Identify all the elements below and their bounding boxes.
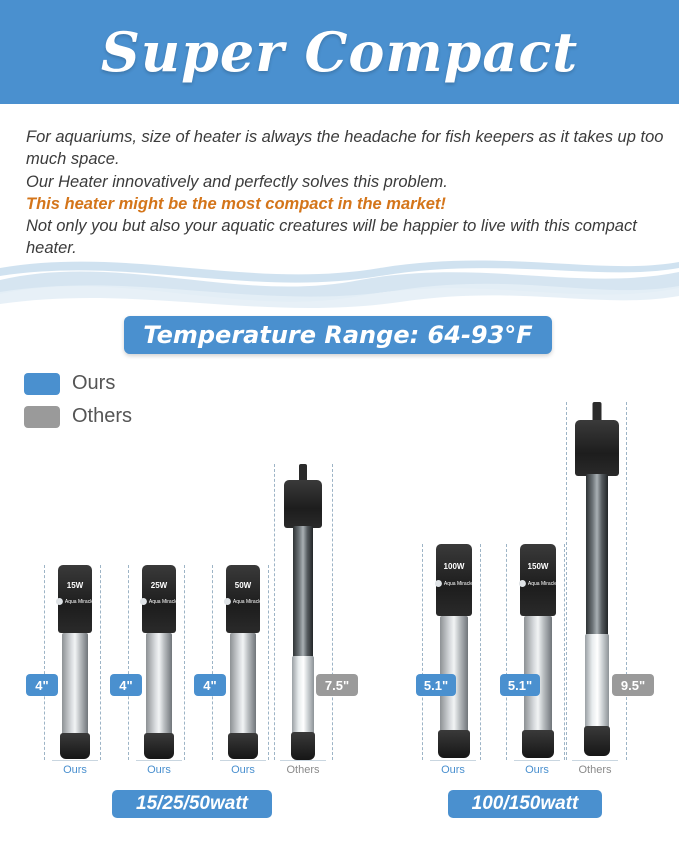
dim-line-others-large-right (626, 402, 627, 760)
heater-15w-cap (58, 565, 95, 633)
baseline-100w (430, 760, 476, 761)
heater-100w (436, 544, 472, 760)
dim-line-150w-left (506, 544, 507, 760)
heater-25w-tube (146, 633, 172, 737)
size-tag-15w: 4" (26, 674, 58, 696)
heater-50w-foot (228, 733, 258, 759)
brand-logo-icon (519, 580, 526, 587)
heater-15w-foot (60, 733, 90, 759)
dim-line-15w-left (44, 565, 45, 760)
heater-150w-cap (520, 544, 556, 616)
legend-swatch-ours (24, 373, 60, 395)
baseline-others-small (280, 760, 326, 761)
dim-line-others-small-right (332, 464, 333, 760)
size-tag-25w: 4" (110, 674, 142, 696)
baseline-150w (514, 760, 560, 761)
size-tag-100w: 5.1" (416, 674, 456, 696)
heater-others-large-cap (575, 420, 619, 476)
owner-label-15w: Ours (63, 764, 87, 776)
intro-line-4: Not only you but also your aquatic creatures will be happier to live with this compact heater. (26, 217, 637, 258)
owner-label-others-large: Others (578, 764, 612, 776)
page-header (0, 0, 679, 104)
heater-25w-foot (144, 733, 174, 759)
heater-50w-wattage-label: 50W (234, 581, 252, 590)
heater-50w-cap (226, 565, 263, 633)
dim-line-others-small-left (274, 464, 275, 760)
legend-label-others: Others (72, 405, 133, 427)
heater-100w-cap (436, 544, 472, 616)
legend-item-ours (24, 372, 132, 395)
heater-15w-tube (62, 633, 88, 737)
wave-decoration (0, 246, 679, 316)
heater-others-large-foot (584, 726, 610, 756)
intro-line-2: Our Heater innovatively and perfectly solves this problem. (26, 172, 448, 191)
heater-25w-wattage-label: 25W (150, 581, 168, 590)
heater-25w-cap (142, 565, 179, 633)
heater-100w-foot (438, 730, 470, 758)
heater-150w-wattage-label: 150W (527, 562, 549, 571)
heater-others-small-foot (291, 732, 315, 760)
dim-line-25w-left (128, 565, 129, 760)
intro-line-1: For aquariums, size of heater is always the headache for fish keepers as it takes up too much space. (26, 128, 664, 169)
brand-logo-icon (224, 598, 231, 605)
page-title: Super Compact (100, 20, 579, 84)
heater-others-small-cap (284, 480, 322, 528)
dim-line-15w-right (100, 565, 101, 760)
dim-line-100w-right (480, 544, 481, 760)
heater-others-large-stub (593, 402, 602, 422)
intro-text-block (26, 126, 666, 260)
heater-100w-wattage-label: 100W (443, 562, 465, 571)
heater-50w-brand: Aqua Miracle (224, 598, 262, 605)
heater-others-large-tube-dark (586, 474, 608, 636)
group-tag-right: 100/150watt (448, 790, 602, 818)
heater-150w-brand: Aqua Miracle (519, 580, 557, 587)
heater-15w (58, 565, 95, 760)
owner-label-others-small: Others (286, 764, 320, 776)
heater-25w (142, 565, 179, 760)
size-tag-others-large: 9.5" (612, 674, 654, 696)
size-tag-50w: 4" (194, 674, 226, 696)
dim-line-50w-right (268, 565, 269, 760)
intro-highlight: This heater might be the most compact in the market! (26, 194, 446, 213)
heater-150w (520, 544, 556, 760)
heater-others-large-tube-clear (585, 634, 609, 730)
heater-100w-brand: Aqua Miracle (435, 580, 473, 587)
brand-logo-icon (435, 580, 442, 587)
baseline-25w (136, 760, 182, 761)
dim-line-100w-left (422, 544, 423, 760)
baseline-others-large (572, 760, 618, 761)
size-tag-150w: 5.1" (500, 674, 540, 696)
heater-15w-wattage-label: 15W (66, 581, 84, 590)
owner-label-100w: Ours (441, 764, 465, 776)
group-tag-left: 15/25/50watt (112, 790, 272, 818)
owner-label-50w: Ours (231, 764, 255, 776)
baseline-50w (220, 760, 266, 761)
heater-others-large (575, 402, 619, 760)
dim-line-25w-right (184, 565, 185, 760)
brand-logo-icon (140, 598, 147, 605)
owner-label-150w: Ours (525, 764, 549, 776)
dim-line-150w-right (564, 544, 565, 760)
legend-label-ours: Ours (72, 372, 116, 394)
baseline-15w (52, 760, 98, 761)
heater-others-small-tube-dark (293, 526, 313, 658)
heater-comparison-chart (0, 420, 679, 820)
size-tag-others-small: 7.5" (316, 674, 358, 696)
temperature-range-badge (124, 316, 552, 354)
dim-line-others-large-left (566, 402, 567, 760)
heater-50w (226, 565, 263, 760)
heater-15w-brand: Aqua Miracle (56, 598, 94, 605)
owner-label-25w: Ours (147, 764, 171, 776)
dim-line-50w-left (212, 565, 213, 760)
heater-others-small (284, 464, 322, 760)
heater-25w-brand: Aqua Miracle (140, 598, 178, 605)
heater-150w-foot (522, 730, 554, 758)
temperature-range-text: Temperature Range: 64-93°F (143, 321, 533, 349)
heater-others-small-tube-clear (292, 656, 314, 736)
brand-logo-icon (56, 598, 63, 605)
heater-50w-tube (230, 633, 256, 737)
